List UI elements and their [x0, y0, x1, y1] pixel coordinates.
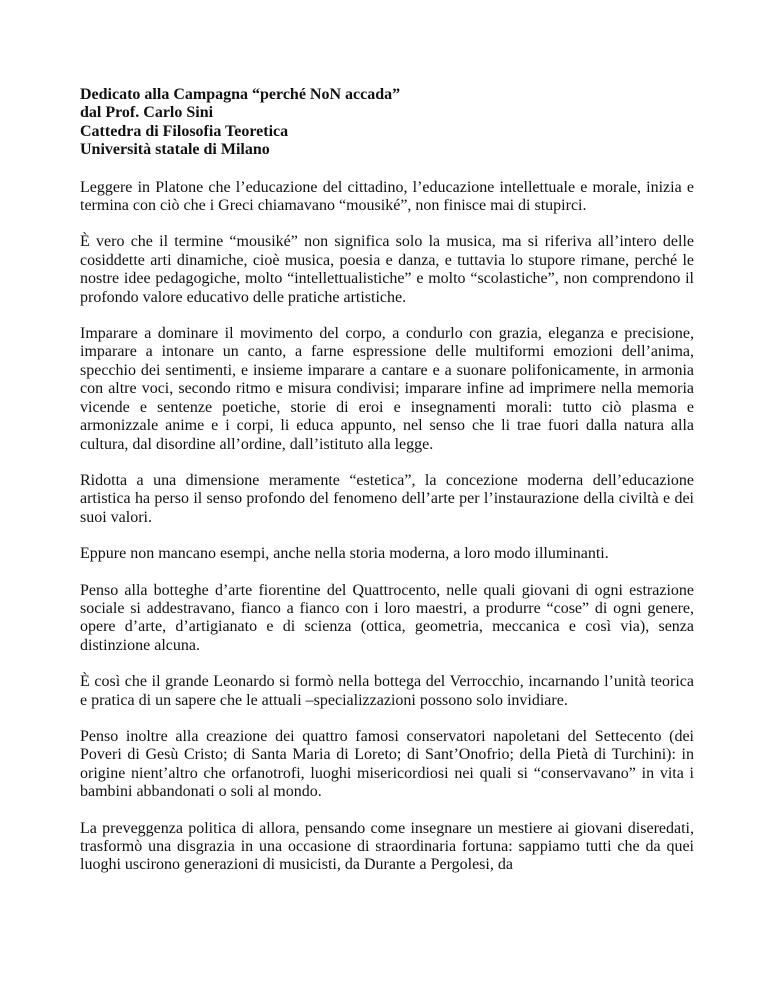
- document-body: [80, 86, 694, 875]
- heading-department: Cattedra di Filosofia Teoretica: [80, 122, 289, 140]
- paragraph: È così che il grande Leonardo si formò nella bottega del Verrocchio, incarnando l’unità teorica e pratica di un sapere che le attuali –specializzazioni possono solo invidiare.: [80, 673, 694, 709]
- paragraph: Penso alla botteghe d’arte fiorentine del Quattrocento, nelle quali giovani di ogni estrazione sociale si addestravano, fianco a fianco con i loro maestri, a produrre “cose” di ogni genere, opere d’arte, d’artigianato e di scienza (ottica, geometria, meccanica e così via), senza distinzione alcuna.: [80, 581, 694, 654]
- heading-dedication: Dedicato alla Campagna “perché NoN accada”: [80, 86, 401, 103]
- paragraph: Imparare a dominare il movimento del corpo, a condurlo con grazia, eleganza e precisione, imparare a intonare un canto, a farne espressione delle multiformi emozioni dell’anima, specchio dei sentimenti, e insieme imparare a cantare e a suonare polifonicamente, in armonia con altre voci, secondo ritmo e misura condivisi; imparare infine ad imprimere nella memoria vicende e sentenze poetiche, storie di eroi e insegnamenti morali: tutto ciò plasma e armonizzale anime e i corpi, li educa appunto, nel senso che li trae fuori dalla natura alla cultura, dal disordine all’ordine, dall’istituto alla legge.: [80, 325, 694, 453]
- paragraph: La preveggenza politica di allora, pensando come insegnare un mestiere ai giovani diseredati, trasformò una disgrazia in una occasione di straordinaria fortuna: sappiamo tutti che da quei luoghi uscirono generazioni di musicisti, da Durante a Pergolesi, da: [80, 819, 694, 874]
- document-heading: [80, 86, 694, 160]
- paragraph: Penso inoltre alla creazione dei quattro famosi conservatori napoletani del Settecento (dei Poveri di Gesù Cristo; di Santa Maria di Loreto; di Sant’Onofrio; della Pietà di Turchini): in origine nient’altro che orfanotrofi, luoghi misericordiosi nei quali si “conservavano” in vita i bambini abbandonati o soli al mondo.: [80, 727, 694, 801]
- paragraph: È vero che il termine “mousiké” non significa solo la musica, ma si riferiva all’intero delle cosiddette arti dinamiche, cioè musica, poesia e danza, e tuttavia lo stupore rimane, perché le nostre idee pedagogiche, molto “intellettualistiche” e molto “scolastiche”, non comprendono il profondo valore educativo delle pratiche artistiche.: [80, 233, 694, 306]
- paragraph: Eppure non mancano esempi, anche nella storia moderna, a loro modo illuminanti.: [80, 545, 609, 563]
- paragraph: Ridotta a una dimensione meramente “estetica”, la concezione moderna dell’educazione artistica ha perso il senso profondo del fenomeno dell’arte per l’instaurazione della civiltà e dei suoi valori.: [80, 471, 694, 526]
- heading-author: dal Prof. Carlo Sini: [80, 104, 214, 122]
- heading-university: Università statale di Milano: [80, 141, 270, 159]
- paragraph: Leggere in Platone che l’educazione del cittadino, l’educazione intellettuale e morale, inizia e termina con ciò che i Greci chiamavano “mousiké”, non finisce mai di stupirci.: [80, 178, 694, 215]
